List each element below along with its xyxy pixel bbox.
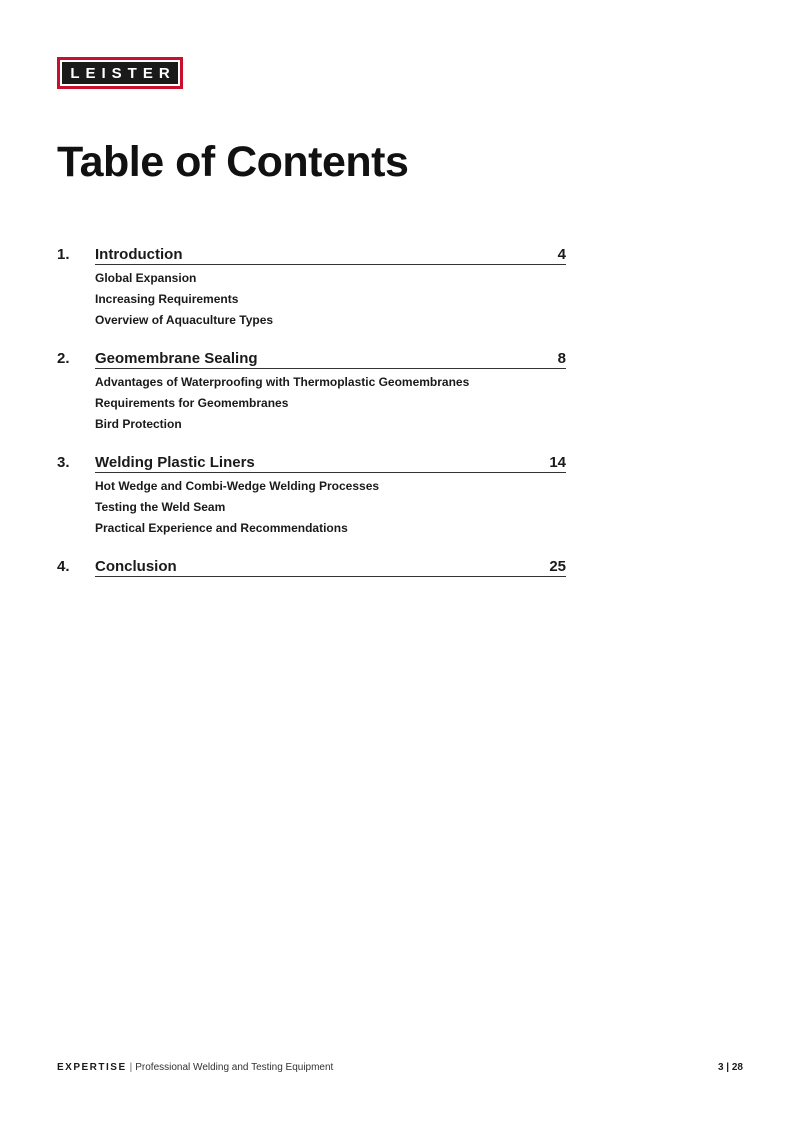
subsection-item: Advantages of Waterproofing with Thermoplastic Geomembranes	[95, 375, 470, 389]
subsection-list	[57, 268, 566, 331]
subsection-item: Bird Protection	[95, 417, 182, 431]
footer-left	[57, 1062, 333, 1073]
page-footer	[57, 1062, 743, 1073]
subsection-item: Increasing Requirements	[95, 292, 239, 306]
section-heading-rule	[95, 454, 566, 473]
section-heading-rule	[95, 350, 566, 369]
page-title: Table of Contents	[57, 138, 409, 186]
section-heading	[57, 350, 566, 372]
subsection-item: Requirements for Geomembranes	[95, 396, 289, 410]
toc-section-4	[57, 558, 566, 580]
section-page-number: 14	[549, 454, 566, 471]
section-heading	[57, 246, 566, 268]
section-page-number: 25	[549, 558, 566, 575]
section-title: Introduction	[95, 246, 183, 263]
subsection-item: Practical Experience and Recommendations	[95, 521, 348, 535]
subsection-list	[57, 372, 566, 435]
section-number: 3.	[57, 454, 70, 471]
subsection-item: Global Expansion	[95, 271, 197, 285]
subsection-item: Testing the Weld Seam	[95, 500, 226, 514]
page-number: 3 | 28	[717, 1062, 743, 1073]
section-page-number: 8	[557, 350, 566, 367]
footer-tagline: Professional Welding and Testing Equipment	[135, 1062, 334, 1073]
logo-inner	[60, 60, 180, 86]
toc-section-1	[57, 246, 566, 331]
section-page-number: 4	[557, 246, 566, 263]
section-title: Conclusion	[95, 558, 177, 575]
section-heading	[57, 454, 566, 476]
subsection-item: Hot Wedge and Combi-Wedge Welding Processes	[95, 479, 380, 493]
footer-brand: EXPERTISE	[57, 1062, 127, 1073]
section-number: 2.	[57, 350, 70, 367]
section-title: Welding Plastic Liners	[95, 454, 255, 471]
toc-section-3	[57, 454, 566, 539]
leister-logo	[57, 57, 183, 89]
section-title: Geomembrane Sealing	[95, 350, 258, 367]
section-heading	[57, 558, 566, 580]
section-number: 1.	[57, 246, 70, 263]
table-of-contents	[57, 246, 566, 599]
toc-section-2	[57, 350, 566, 435]
subsection-list	[57, 476, 566, 539]
footer-separator: |	[129, 1062, 133, 1073]
section-heading-rule	[95, 558, 566, 577]
logo-text: LEISTER	[70, 64, 176, 82]
section-number: 4.	[57, 558, 70, 575]
section-heading-rule	[95, 246, 566, 265]
subsection-item: Overview of Aquaculture Types	[95, 313, 274, 327]
